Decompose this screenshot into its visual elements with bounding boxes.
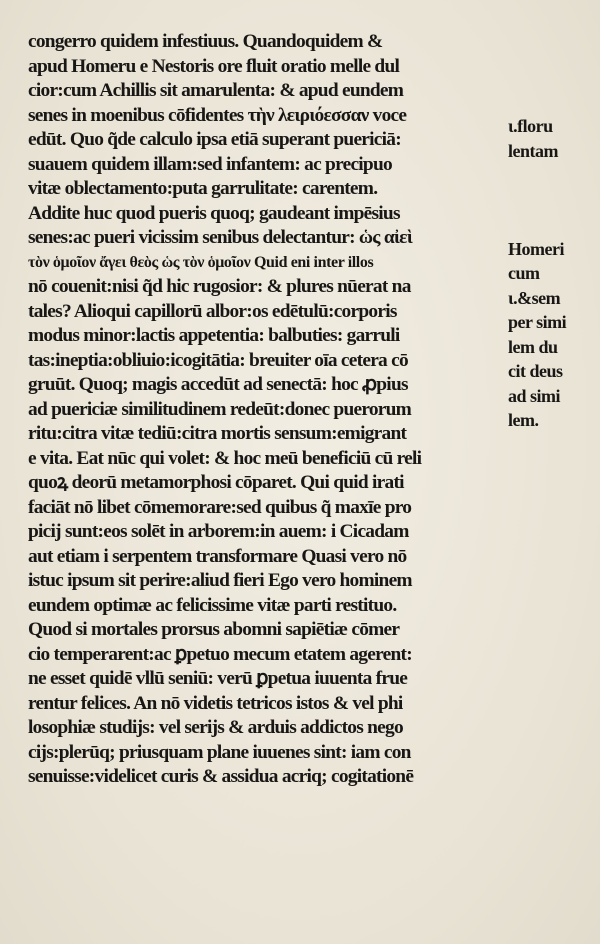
text-line: cio temperarent:ac ꝑpetuo mecum etatem agerent: bbox=[28, 643, 412, 665]
text-line: picij sunt:eos solēt in arborem:in auem: i Cicadam bbox=[28, 521, 409, 542]
text-line: istuc ipsum sit perire:aliud fieri Ego vero hominem bbox=[28, 570, 412, 591]
text-line: cijs:plerūq; priusquam plane iuuenes sint: iam con bbox=[28, 741, 411, 763]
text-line: modus minor:lactis appetentia: balbuties: garruli bbox=[28, 325, 400, 346]
text-line: edūt. Quo q̃de calculo ipsa etiā superant puericiā: bbox=[28, 129, 401, 150]
text-line: e vita. Eat nūc qui volet: & hoc meū beneficiū cū reli bbox=[28, 447, 422, 469]
text-line: Quod si mortales prorsus abomni sapiētiæ cōmer bbox=[28, 619, 400, 640]
text-line: nō couenit:nisi q̃d hic rugosior: & plures nūerat na bbox=[28, 276, 411, 297]
text-line: quoꝝ deorū metamorphosi cōparet. Qui quid irati bbox=[28, 472, 404, 493]
margin-note-line: ι.floru bbox=[508, 116, 553, 136]
text-line: aut etiam i serpentem transformare Quasi vero nō bbox=[28, 545, 407, 567]
text-line: gruūt. Quoq; magis accedūt ad senectā: hoc ꝓpius bbox=[28, 374, 408, 395]
marginal-notes bbox=[508, 114, 596, 433]
margin-note-line: ι.&sem bbox=[508, 287, 561, 308]
text-line: ad puericiæ similitudinem redeūt:donec puerorum bbox=[28, 398, 412, 420]
margin-note-line: lem. bbox=[508, 410, 539, 430]
margin-note-line: lentam bbox=[508, 140, 558, 161]
text-line: ne esset quidē vllū seniū: verū ꝑpetua iuuenta frue bbox=[28, 668, 408, 689]
text-line: ritu:citra vitæ tediū:citra mortis sensum:emigrant bbox=[28, 423, 407, 444]
text-line: eundem optimæ ac felicissime vitæ parti restituo. bbox=[28, 594, 397, 616]
text-line: vitæ oblectamento:puta garrulitate: carentem. bbox=[28, 178, 378, 199]
margin-note-line: lem du bbox=[508, 336, 558, 357]
text-line: senes in moenibus cōfidentes τὴν λειριόεσσαν voce bbox=[28, 104, 407, 126]
main-text-block bbox=[28, 30, 502, 790]
text-line: losophiæ studijs: vel serijs & arduis addictos nego bbox=[28, 717, 403, 738]
margin-note-line: per simi bbox=[508, 312, 567, 332]
text-line: faciāt nō libet cōmemorare:sed quibus q̃ maxīe pro bbox=[28, 496, 412, 518]
margin-note-line bbox=[508, 188, 596, 213]
text-line: congerro quidem infestiuus. Quandoquidem & bbox=[28, 31, 383, 52]
text-line: senes:ac pueri vicissim senibus delectantur: ὡς αἰεὶ bbox=[28, 227, 412, 248]
margin-note-line: Homeri bbox=[508, 238, 564, 259]
text-line: tales? Alioqui capillorū albor:os edētulū:corporis bbox=[28, 300, 397, 322]
margin-note-line: ad simi bbox=[508, 385, 561, 406]
text-line: Addite huc quod pueris quoq; gaudeant impēsius bbox=[28, 202, 400, 224]
margin-note-line: cum bbox=[508, 263, 540, 283]
text-line-greek: τὸν ὁμοῖον ἄγει θεὸς ὡς τὸν ὁμοῖον Quid eni inter illos bbox=[28, 253, 374, 271]
text-line: cior:cum Achillis sit amarulenta: & apud eundem bbox=[28, 80, 404, 101]
text-line: suauem quidem illam:sed infantem: ac precipuo bbox=[28, 153, 392, 175]
text-line: senuisse:videlicet curis & assidua acriq; cogitationē bbox=[28, 766, 414, 787]
margin-note-line bbox=[508, 163, 596, 188]
text-line: tas:ineptia:obliuio:icogitātia: breuiter oīa cetera cō bbox=[28, 349, 408, 371]
margin-note-line bbox=[508, 212, 596, 237]
text-line: apud Homeru e Nestoris ore fluit oratio melle dul bbox=[28, 55, 400, 77]
margin-note-line: cit deus bbox=[508, 361, 563, 381]
text-line: rentur felices. An nō videtis tetricos istos & vel phi bbox=[28, 692, 403, 714]
